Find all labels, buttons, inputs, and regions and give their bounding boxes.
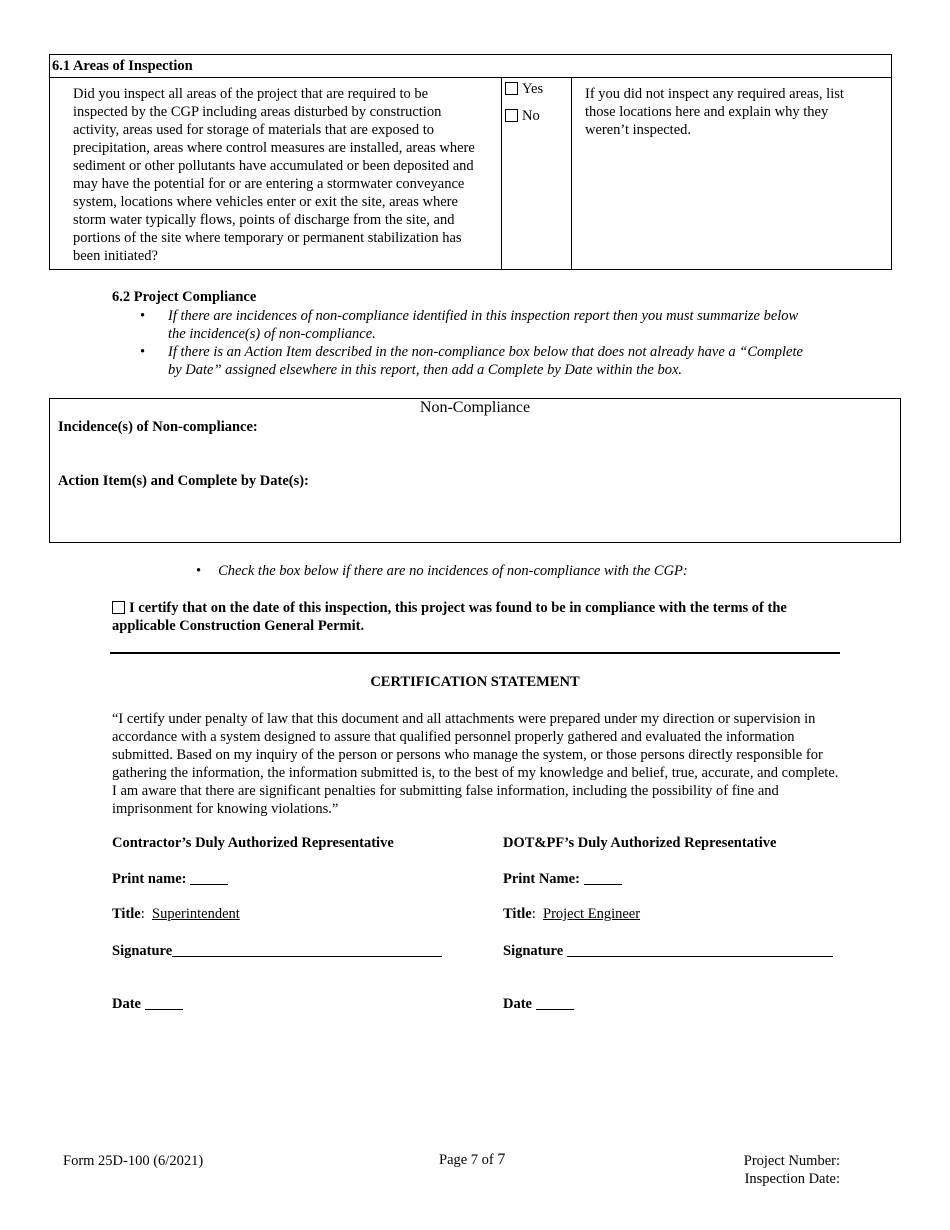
action-items-label: Action Item(s) and Complete by Date(s):	[58, 473, 309, 489]
certification-body: “I certify under penalty of law that this document and all attachments were prepared under my direction or supervision in accordance with a system designed to assure that qualified personnel properly gathered and evaluated the information submitted. Based on my inquiry of the person or persons who manage the system, or those persons directly responsible for gathering the information, the information submitted is, to the best of my knowledge and belief, true, accurate, and complete. I am aware that there are significant penalties for submitting false information, including the possibility of fine and imprisonment for knowing violations.”	[112, 711, 839, 817]
signature-field[interactable]	[172, 942, 442, 957]
contractor-date	[112, 995, 472, 1013]
yes-checkbox[interactable]	[505, 82, 518, 95]
dotpf-print-name	[503, 870, 863, 888]
areas-of-inspection-table	[49, 54, 892, 270]
date-label: Date	[503, 996, 532, 1012]
print-name-label: Print name:	[112, 871, 187, 887]
contractor-title: Title: Superintendent	[112, 906, 240, 922]
print-name-field[interactable]	[584, 870, 622, 885]
column-divider	[571, 77, 572, 269]
dotpf-heading: DOT&PF’s Duly Authorized Representative	[503, 835, 777, 851]
compliance-certify	[112, 599, 852, 635]
section-6-1-heading: 6.1 Areas of Inspection	[50, 55, 891, 78]
print-name-field[interactable]	[190, 870, 228, 885]
print-name-label: Print Name:	[503, 871, 580, 887]
title-label: Title	[503, 906, 532, 922]
project-info	[744, 1152, 840, 1188]
bullet-icon: •	[196, 563, 202, 579]
dotpf-title: Title: Project Engineer	[503, 906, 641, 922]
dotpf-date	[503, 995, 863, 1013]
project-number-label: Project Number:	[743, 1153, 840, 1169]
page-total: 7	[497, 1151, 506, 1168]
title-label: Title	[112, 906, 141, 922]
check-note-text: Check the box below if there are no incidences of non-compliance with the CGP:	[218, 563, 688, 579]
date-field[interactable]	[536, 995, 574, 1010]
form-number: Form 25D-100 (6/2021)	[63, 1153, 204, 1169]
no-label: No	[522, 108, 540, 124]
section-6-2-heading: 6.2 Project Compliance	[112, 289, 257, 305]
non-compliance-title: Non-Compliance	[419, 399, 531, 416]
page-indicator	[439, 1151, 505, 1169]
page-prefix: Page 7 of	[439, 1152, 494, 1168]
certification-heading: CERTIFICATION STATEMENT	[370, 674, 580, 690]
signature-field[interactable]	[567, 942, 833, 957]
date-label: Date	[112, 996, 141, 1012]
yes-option[interactable]	[505, 80, 543, 98]
inspection-date-label: Inspection Date:	[744, 1171, 840, 1187]
dotpf-signature	[503, 942, 863, 960]
compliance-certify-text: I certify that on the date of this inspection, this project was found to be in compliance with the terms of the applicable Construction General Permit.	[112, 600, 787, 634]
signature-label: Signature	[503, 943, 564, 959]
instruction-bullet: • If there are incidences of non-compliance identified in this inspection report then you must summarize below the incidence(s) of non-compliance.	[138, 307, 818, 343]
title-value[interactable]: Superintendent	[152, 906, 240, 922]
divider	[110, 652, 840, 654]
compliance-instructions	[138, 307, 818, 379]
column-divider	[501, 77, 502, 269]
uninspected-areas-note[interactable]: If you did not inspect any required areas, list those locations here and explain why they weren’t inspected.	[585, 86, 844, 138]
contractor-heading: Contractor’s Duly Authorized Representative	[112, 835, 394, 851]
incidences-label: Incidence(s) of Non-compliance:	[58, 419, 258, 435]
signature-label: Signature	[112, 943, 173, 959]
yes-label: Yes	[522, 81, 544, 97]
check-note	[196, 563, 688, 580]
date-field[interactable]	[145, 995, 183, 1010]
inspection-question: Did you inspect all areas of the project that are required to be inspected by the CGP including areas disturbed by construction activity, areas used for storage of materials that are exposed to precipitation, areas where control measures are installed, areas where sediment or other pollutants have accumulated or been deposited and may have the potential for or are entering a stormwater conveyance system, locations where vehicles enter or exit the site, areas where storm water typically flows, points of discharge from the site, and portions of the site where temporary or permanent stabilization has been initiated?	[73, 86, 475, 264]
contractor-print-name	[112, 870, 472, 888]
no-checkbox[interactable]	[505, 109, 518, 122]
title-value[interactable]: Project Engineer	[543, 906, 641, 922]
compliance-checkbox[interactable]	[112, 601, 125, 614]
instruction-bullet: • If there is an Action Item described in the non-compliance box below that does not already have a “Complete by Date” assigned elsewhere in this report, then add a Complete by Date within the box.	[138, 343, 818, 379]
non-compliance-box[interactable]	[49, 398, 901, 543]
no-option[interactable]	[505, 107, 540, 125]
contractor-signature	[112, 942, 472, 960]
